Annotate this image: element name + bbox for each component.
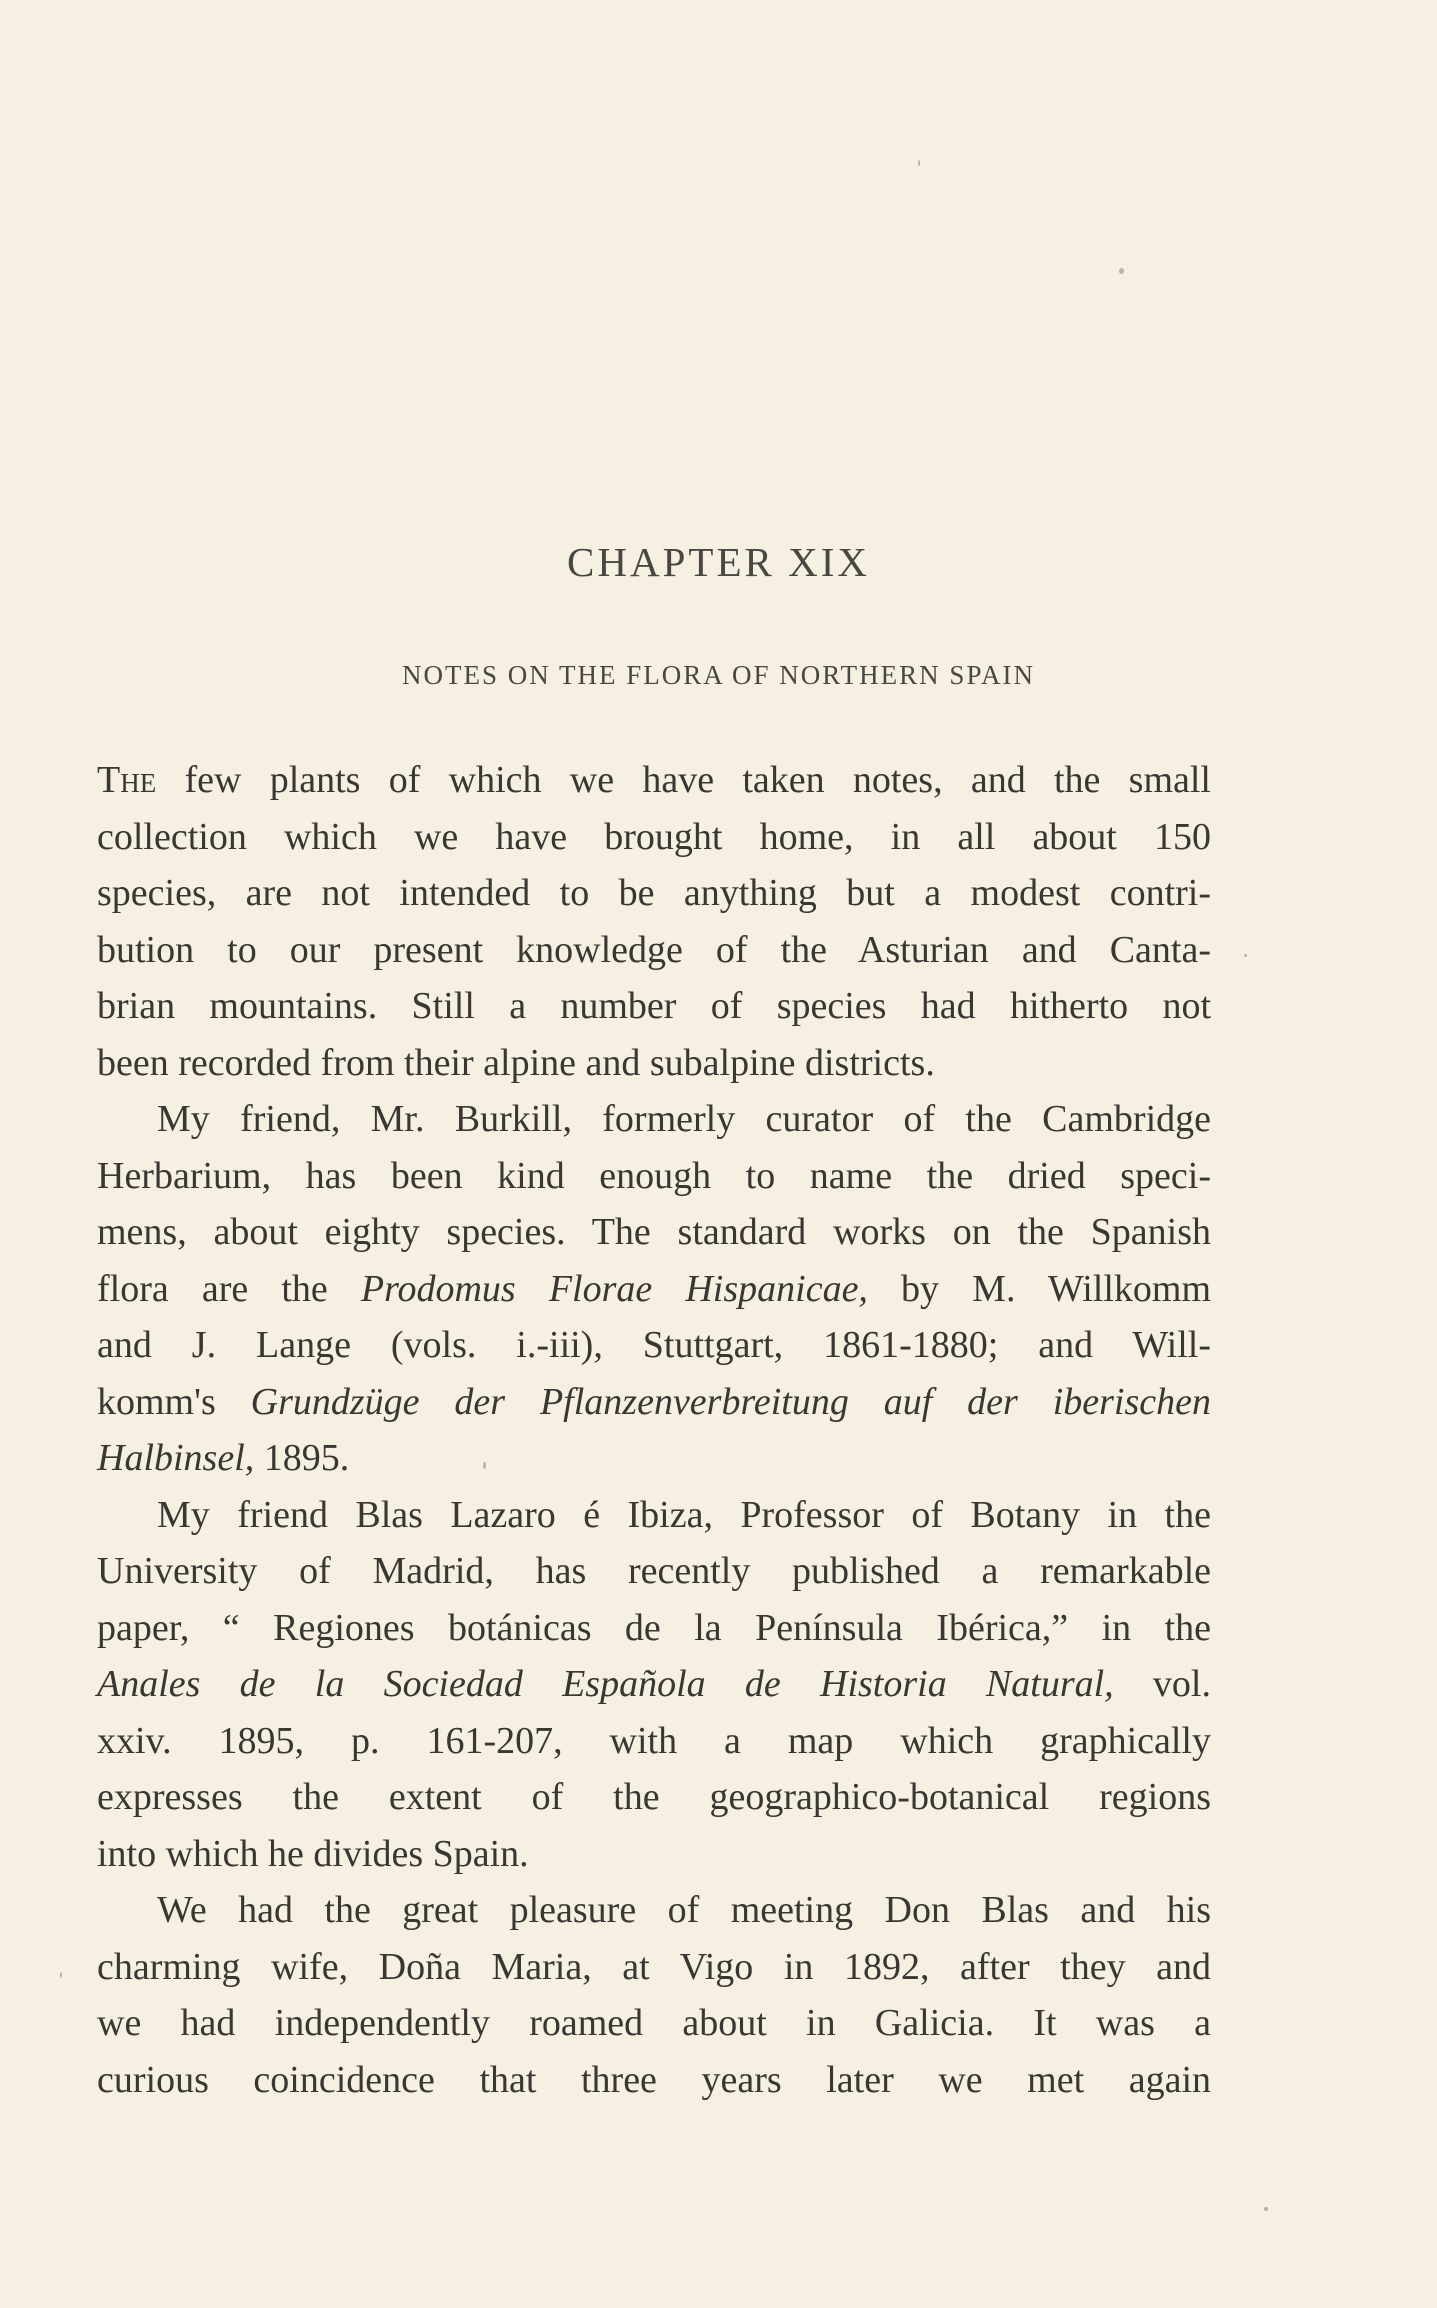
paper-speck [1119, 268, 1124, 274]
text-line: and J. Lange (vols. i.-iii), Stuttgart, 1861-1880; and Will- [97, 1324, 1211, 1366]
text-line: Herbarium, has been kind enough to name the dried speci- [97, 1154, 1211, 1197]
text-line: we had independently roamed about in Galicia. It was a [97, 2002, 1211, 2044]
text-line: charming wife, Doña Maria, at Vigo in 1892, after they and [97, 1945, 1211, 1988]
text-line: into which he divides Spain. [97, 1832, 529, 1875]
text-line: bution to our present knowledge of the Asturian and Canta- [97, 928, 1211, 971]
text-line: paper, “ Regiones botánicas de la Península Ibérica,” in the [97, 1606, 1211, 1649]
text-line: University of Madrid, has recently published a remarkable [97, 1550, 1211, 1592]
text-line: xxiv. 1895, p. 161-207, with a map which graphically [97, 1719, 1211, 1762]
text-line: brian mountains. Still a number of species had hitherto not [97, 985, 1211, 1027]
text-line: mens, about eighty species. The standard works on the Spanish [97, 1211, 1211, 1253]
text-line: curious coincidence that three years later we met again [97, 2058, 1211, 2101]
italic-title: Prodomus Florae Hispanicae, [360, 1267, 868, 1310]
text-line: Halbinsel, 1895. [97, 1437, 350, 1479]
paragraph-1 [97, 752, 1211, 1091]
text-line: collection which we have brought home, in all about 150 [97, 815, 1211, 858]
body-text [97, 752, 1211, 2108]
text-line: My friend Blas Lazaro é Ibiza, Professor of Botany in the [157, 1493, 1211, 1536]
paper-speck [918, 160, 920, 166]
text-line: We had the great pleasure of meeting Don Blas and his [157, 1889, 1211, 1931]
paragraph-4 [97, 1882, 1211, 2108]
text-line: The few plants of which we have taken notes, and the small [97, 759, 1211, 801]
text-line: species, are not intended to be anything but a modest contri- [97, 872, 1211, 914]
paragraph-3 [97, 1487, 1211, 1883]
paper-speck [483, 1462, 486, 1469]
paper-speck [1264, 2207, 1268, 2211]
italic-title: Anales de la Sociedad Española de Historia Natural, [97, 1663, 1114, 1705]
text-line: Anales de la Sociedad Española de Historia Natural, vol. [97, 1663, 1211, 1705]
text-line: komm's Grundzüge der Pflanzenverbreitung auf der iberischen [97, 1380, 1211, 1423]
italic-title: Halbinsel, [97, 1437, 255, 1479]
text-line: expresses the extent of the geographico-botanical regions [97, 1776, 1211, 1818]
paper-speck [60, 1972, 62, 1978]
text-line: My friend, Mr. Burkill, formerly curator of the Cambridge [157, 1098, 1211, 1140]
drop-word: The [97, 759, 157, 801]
paragraph-2 [97, 1091, 1211, 1487]
chapter-title: CHAPTER XIX [567, 539, 870, 585]
text-line: flora are the Prodomus Florae Hispanicae, by M. Willkomm [97, 1267, 1212, 1310]
italic-title: Grundzüge der Pflanzenverbreitung auf der iberischen [250, 1380, 1211, 1423]
paper-speck [1244, 954, 1247, 957]
text-line: been recorded from their alpine and subalpine districts. [97, 1041, 935, 1084]
section-title: NOTES ON THE FLORA OF NORTHERN SPAIN [402, 660, 1035, 690]
